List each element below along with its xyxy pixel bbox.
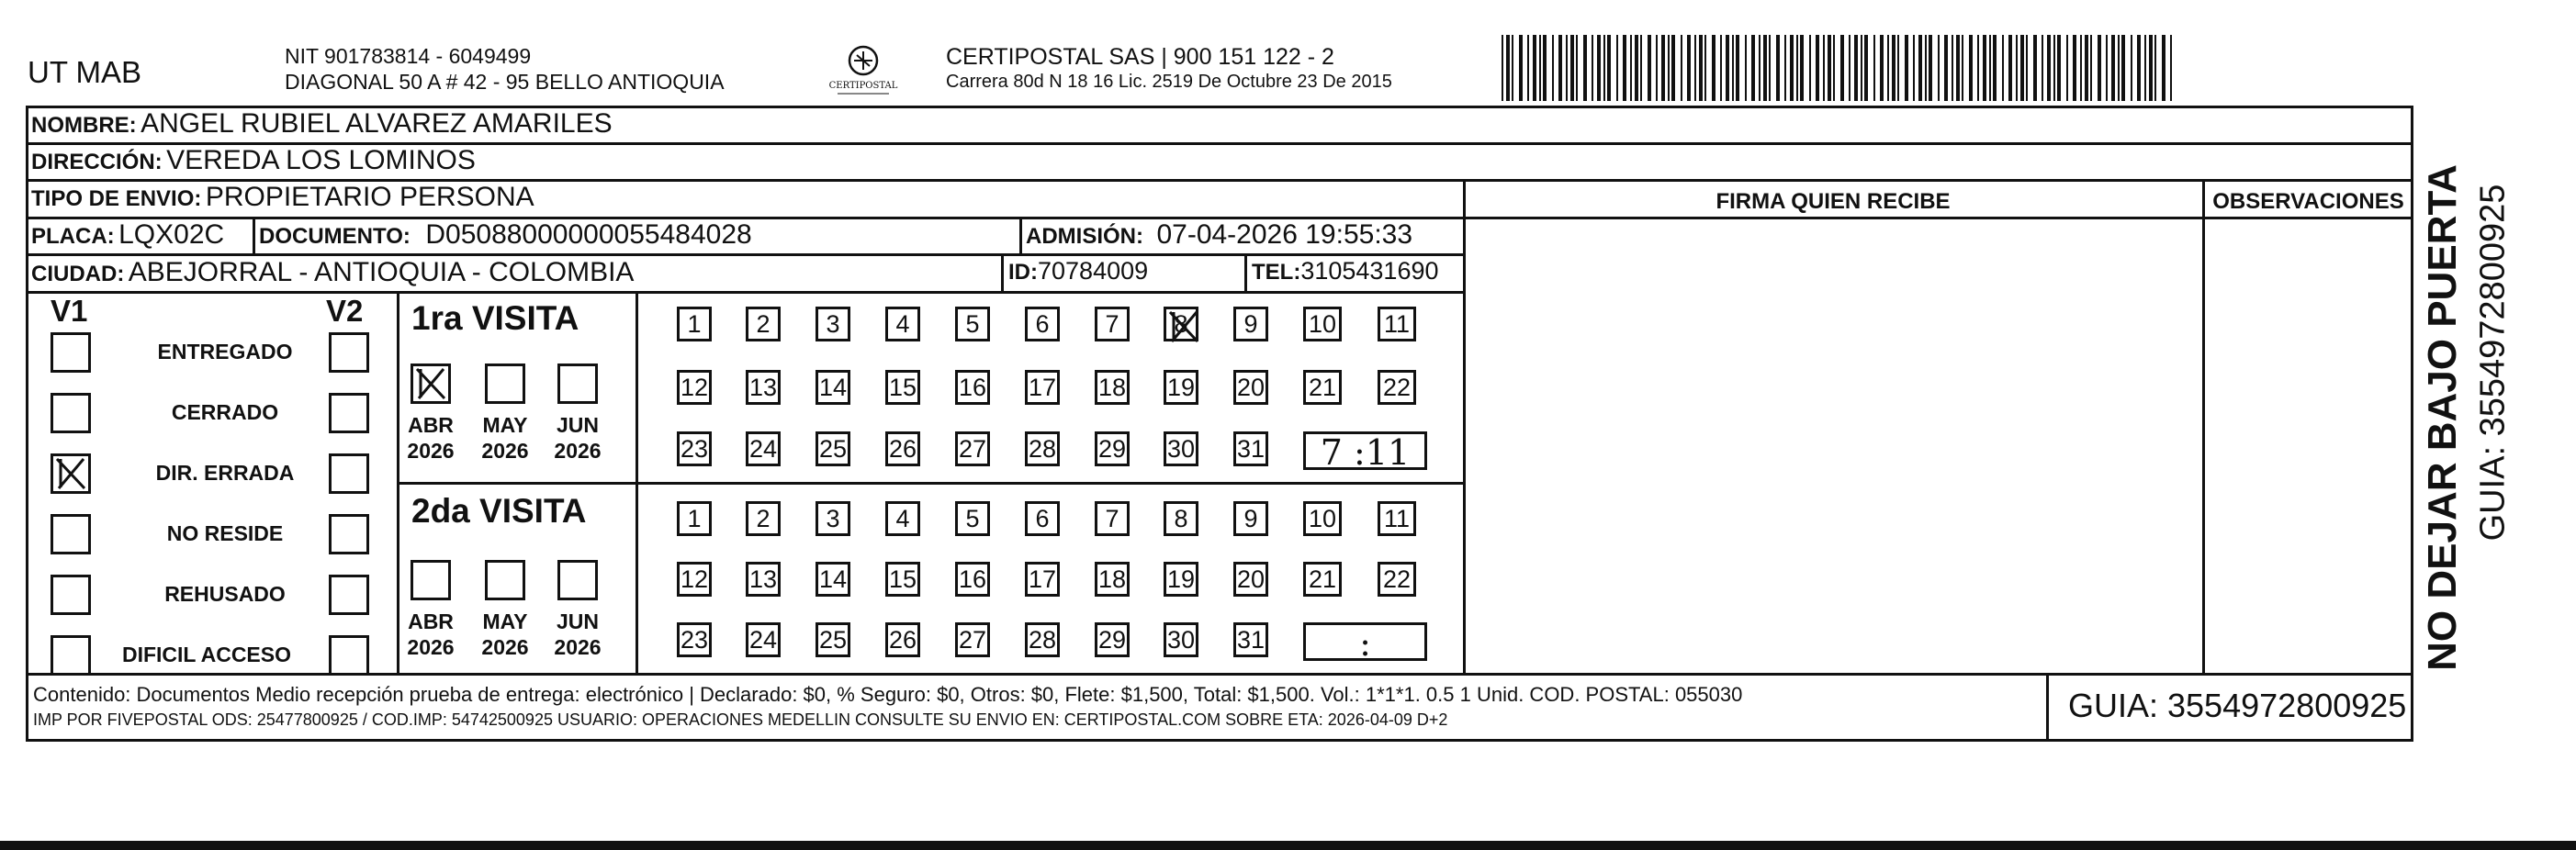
visit2-day-box[interactable]: 7: [1095, 501, 1130, 536]
visit2-title: 2da VISITA: [411, 492, 587, 530]
tipo-envio-value: PROPIETARIO PERSONA: [205, 182, 534, 212]
visit1-day-box[interactable]: 4: [885, 307, 920, 341]
visit1-day-box[interactable]: 9: [1233, 307, 1268, 341]
nombre-label: NOMBRE:: [31, 113, 137, 138]
visit1-day-box[interactable]: 6: [1025, 307, 1060, 341]
visit1-day-box[interactable]: 30: [1164, 431, 1198, 466]
side-warning: NO DEJAR BAJO PUERTA: [2420, 164, 2465, 671]
visit1-day-box[interactable]: 24: [746, 431, 781, 466]
status-label: REHUSADO: [164, 582, 286, 606]
status-v2-checkbox[interactable]: [329, 575, 369, 615]
visit1-day-box[interactable]: 7: [1095, 307, 1130, 341]
visit2-day-box[interactable]: 6: [1025, 501, 1060, 536]
visit2-year-label: 2026: [481, 635, 529, 659]
admision-label: ADMISIÓN:: [1026, 224, 1143, 249]
visit1-day-box[interactable]: 13: [746, 370, 781, 405]
visit1-day-box[interactable]: 12: [677, 370, 712, 405]
status-v2-checkbox[interactable]: [329, 393, 369, 433]
visit2-day-box[interactable]: 26: [885, 622, 920, 657]
visit1-day-box[interactable]: 27: [955, 431, 990, 466]
documento-label: DOCUMENTO:: [259, 224, 411, 249]
side-guia: GUIA: 3554972800925: [2473, 184, 2513, 542]
visit2-day-box[interactable]: 24: [746, 622, 781, 657]
visit2-day-box[interactable]: 30: [1164, 622, 1198, 657]
id-label: ID:: [1008, 260, 1038, 285]
visit1-day-box[interactable]: 17: [1025, 370, 1060, 405]
visit2-day-box[interactable]: 12: [677, 562, 712, 597]
barcode: [1502, 35, 2177, 101]
visit2-month-label: MAY: [482, 610, 528, 633]
visit1-title: 1ra VISITA: [411, 299, 579, 337]
x-mark-icon: [413, 366, 448, 401]
observations-area[interactable]: [2206, 220, 2412, 670]
direccion-value: VEREDA LOS LOMINOS: [166, 145, 476, 175]
status-label: DIR. ERRADA: [155, 461, 295, 485]
visit1-year-label: 2026: [554, 439, 602, 463]
tel-value: 3105431690: [1300, 257, 1439, 285]
visit2-day-box[interactable]: 23: [677, 622, 712, 657]
sender-nit: NIT 901783814 - 6049499: [285, 44, 532, 68]
visit2-day-box[interactable]: 10: [1303, 501, 1342, 536]
visit2-year-label: 2026: [407, 635, 455, 659]
status-v1-checkbox[interactable]: [51, 575, 91, 615]
tel-label: TEL:: [1252, 260, 1301, 285]
visit2-day-box[interactable]: 3: [816, 501, 850, 536]
status-label: CERRADO: [171, 400, 279, 424]
sender-name: UT MAB: [28, 55, 142, 89]
visit1-day-box[interactable]: 20: [1233, 370, 1268, 405]
visit1-day-box[interactable]: 10: [1303, 307, 1342, 341]
firma-header: FIRMA QUIEN RECIBE: [1715, 189, 1951, 214]
visit1-time-box[interactable]: 7 :11: [1303, 431, 1427, 470]
visit1-day-box[interactable]: 16: [955, 370, 990, 405]
x-mark-icon: [53, 456, 88, 491]
visit1-month-checkbox[interactable]: [411, 363, 451, 404]
nombre-value: ANGEL RUBIEL ALVAREZ AMARILES: [141, 108, 613, 139]
visit1-day-box[interactable]: 25: [816, 431, 850, 466]
visit1-day-box[interactable]: 31: [1233, 431, 1268, 466]
id-value: 70784009: [1038, 257, 1149, 285]
visit1-day-box[interactable]: 1: [677, 307, 712, 341]
admision-value: 07-04-2026 19:55:33: [1156, 219, 1413, 250]
footer-contenido: Contenido: Documentos Medio recepción prueba de entrega: electrónico | Declarado: $0, % Seguro: $0, Otros: $0, Flete: $1,500, Total: $1,500. Vol.: 1*1*1. 0.5 1 Unid. COD. POSTAL: 055030: [33, 683, 1743, 706]
ciudad-value: ABEJORRAL - ANTIOQUIA - COLOMBIA: [128, 257, 635, 287]
signature-area[interactable]: [1467, 220, 2199, 670]
visit1-day-box[interactable]: 29: [1095, 431, 1130, 466]
visit1-day-box[interactable]: 21: [1303, 370, 1342, 405]
visit2-day-box[interactable]: 16: [955, 562, 990, 597]
visit1-day-box[interactable]: 18: [1095, 370, 1130, 405]
visit1-month-label: ABR: [408, 413, 454, 437]
company-license: Carrera 80d N 18 16 Lic. 2519 De Octubre 23 De 2015: [946, 72, 1392, 92]
visit1-day-box[interactable]: 19: [1164, 370, 1198, 405]
visit2-day-box[interactable]: 25: [816, 622, 850, 657]
visit1-year-label: 2026: [407, 439, 455, 463]
visit2-day-box[interactable]: 9: [1233, 501, 1268, 536]
status-v1-checkbox[interactable]: [51, 332, 91, 373]
visit2-day-box[interactable]: 2: [746, 501, 781, 536]
visit1-day-box[interactable]: 5: [955, 307, 990, 341]
visit1-day-box[interactable]: 22: [1378, 370, 1416, 405]
visit1-day-box[interactable]: 3: [816, 307, 850, 341]
status-v1-checkbox[interactable]: [51, 453, 91, 494]
visit2-day-box[interactable]: 19: [1164, 562, 1198, 597]
x-mark-icon: [1166, 309, 1201, 344]
visit2-day-box[interactable]: 31: [1233, 622, 1268, 657]
visit2-month-checkbox[interactable]: [557, 560, 598, 600]
visit1-day-box[interactable]: 11: [1378, 307, 1416, 341]
visit2-day-box[interactable]: 11: [1378, 501, 1416, 536]
placa-value: LQX02C: [118, 219, 225, 250]
status-label: DIFICIL ACCESO: [121, 643, 291, 666]
visit2-day-box[interactable]: 8: [1164, 501, 1198, 536]
visit1-day-box[interactable]: 23: [677, 431, 712, 466]
visit2-day-box[interactable]: 27: [955, 622, 990, 657]
status-label: ENTREGADO: [157, 340, 293, 363]
visit2-month-checkbox[interactable]: [485, 560, 525, 600]
visit2-day-box[interactable]: 17: [1025, 562, 1060, 597]
v1-header: V1: [51, 294, 88, 328]
visit2-day-box[interactable]: 14: [816, 562, 850, 597]
status-v2-checkbox[interactable]: [329, 332, 369, 373]
visit1-month-label: MAY: [482, 413, 528, 437]
visit1-month-checkbox[interactable]: [557, 363, 598, 404]
visit1-day-box[interactable]: 28: [1025, 431, 1060, 466]
placa-label: PLACA:: [31, 224, 115, 249]
visit1-day-box[interactable]: 15: [885, 370, 920, 405]
visit1-day-box[interactable]: 26: [885, 431, 920, 466]
footer-imp: IMP POR FIVEPOSTAL ODS: 25477800925 / COD.IMP: 54742500925 USUARIO: OPERACIONES MEDELLIN CONSULTE SU ENVIO EN: CERTIPOSTAL.COM SOBRE ETA: 2026-04-09 D+2: [33, 710, 1448, 729]
visit1-month-label: JUN: [556, 413, 599, 437]
visit2-day-box[interactable]: 15: [885, 562, 920, 597]
documento-value: D05088000000055484028: [425, 219, 752, 250]
visit2-day-box[interactable]: 1: [677, 501, 712, 536]
visit2-day-box[interactable]: 5: [955, 501, 990, 536]
visit2-day-box[interactable]: 29: [1095, 622, 1130, 657]
visit1-month-checkbox[interactable]: [485, 363, 525, 404]
certipostal-logo: [827, 40, 900, 101]
visit1-year-label: 2026: [481, 439, 529, 463]
svg-text:CERTIPOSTAL: CERTIPOSTAL: [828, 81, 898, 91]
visit2-time-box[interactable]: :: [1303, 622, 1427, 661]
status-v2-checkbox[interactable]: [329, 453, 369, 494]
status-v2-checkbox[interactable]: [329, 514, 369, 554]
ciudad-label: CIUDAD:: [31, 262, 125, 286]
visit1-day-box[interactable]: 2: [746, 307, 781, 341]
sender-address: DIAGONAL 50 A # 42 - 95 BELLO ANTIOQUIA: [285, 70, 725, 94]
visit2-day-box[interactable]: 28: [1025, 622, 1060, 657]
visit2-day-box[interactable]: 4: [885, 501, 920, 536]
status-v1-checkbox[interactable]: [51, 635, 91, 676]
direccion-label: DIRECCIÓN:: [31, 150, 163, 174]
visit2-day-box[interactable]: 21: [1303, 562, 1342, 597]
visit1-day-box[interactable]: 14: [816, 370, 850, 405]
visit2-day-box[interactable]: 22: [1378, 562, 1416, 597]
observaciones-header: OBSERVACIONES: [2212, 189, 2404, 214]
status-v2-checkbox[interactable]: [329, 635, 369, 676]
company-name: CERTIPOSTAL SAS | 900 151 122 - 2: [946, 44, 1334, 70]
visit2-month-checkbox[interactable]: [411, 560, 451, 600]
visit2-month-label: ABR: [408, 610, 454, 633]
visit1-day-box-marked[interactable]: [1164, 307, 1198, 341]
footer-guia: GUIA: 3554972800925: [2068, 687, 2407, 724]
page-bottom-edge: [0, 841, 2576, 850]
visit2-day-box[interactable]: 20: [1233, 562, 1268, 597]
visit2-year-label: 2026: [554, 635, 602, 659]
day-number: 8: [1174, 310, 1188, 338]
visit2-day-box[interactable]: 18: [1095, 562, 1130, 597]
visit2-day-box[interactable]: 13: [746, 562, 781, 597]
status-label: NO RESIDE: [166, 521, 284, 545]
visit2-month-label: JUN: [556, 610, 599, 633]
status-v1-checkbox[interactable]: [51, 514, 91, 554]
v2-header: V2: [326, 294, 364, 328]
status-v1-checkbox[interactable]: [51, 393, 91, 433]
tipo-envio-label: TIPO DE ENVIO:: [31, 186, 202, 211]
